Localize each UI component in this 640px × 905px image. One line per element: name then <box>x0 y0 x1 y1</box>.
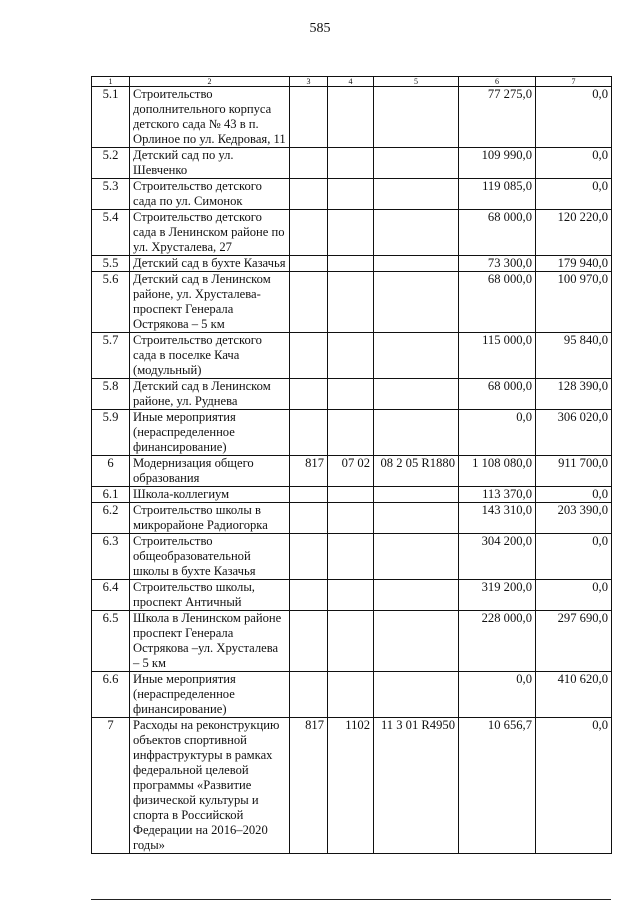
row-number: 6.6 <box>92 672 130 718</box>
row-col3 <box>290 179 328 210</box>
row-col3 <box>290 487 328 503</box>
row-col6: 304 200,0 <box>459 534 536 580</box>
row-col5 <box>374 410 459 456</box>
row-col3 <box>290 611 328 672</box>
row-col3 <box>290 379 328 410</box>
row-name: Строительство детского сада в Ленинском районе по ул. Хрусталева, 27 <box>130 210 290 256</box>
row-col5 <box>374 580 459 611</box>
row-name: Строительство детского сада в поселке Кача (модульный) <box>130 333 290 379</box>
page-bottom-rule <box>91 899 611 900</box>
row-number: 6.5 <box>92 611 130 672</box>
column-number: 4 <box>328 77 374 87</box>
row-col7: 297 690,0 <box>536 611 612 672</box>
row-col7: 0,0 <box>536 148 612 179</box>
row-col4 <box>328 672 374 718</box>
row-col7: 100 970,0 <box>536 272 612 333</box>
row-name: Иные мероприятия (нераспределенное финансирование) <box>130 672 290 718</box>
row-col3: 817 <box>290 456 328 487</box>
row-col6: 68 000,0 <box>459 379 536 410</box>
row-col7: 128 390,0 <box>536 379 612 410</box>
table-row <box>92 410 612 456</box>
row-name: Строительство общеобразовательной школы в бухте Казачья <box>130 534 290 580</box>
row-col5 <box>374 148 459 179</box>
row-col7: 179 940,0 <box>536 256 612 272</box>
row-col6: 1 108 080,0 <box>459 456 536 487</box>
table-row <box>92 534 612 580</box>
row-col6: 77 275,0 <box>459 87 536 148</box>
row-col4: 1102 <box>328 718 374 854</box>
row-number: 6.3 <box>92 534 130 580</box>
row-col7: 95 840,0 <box>536 333 612 379</box>
row-number: 5.5 <box>92 256 130 272</box>
row-name: Иные мероприятия (нераспределенное финансирование) <box>130 410 290 456</box>
table-row <box>92 333 612 379</box>
row-number: 5.3 <box>92 179 130 210</box>
row-col5 <box>374 487 459 503</box>
column-number: 6 <box>459 77 536 87</box>
row-col6: 109 990,0 <box>459 148 536 179</box>
row-col4 <box>328 272 374 333</box>
row-col4 <box>328 333 374 379</box>
row-col5 <box>374 272 459 333</box>
column-number: 7 <box>536 77 612 87</box>
row-col7: 0,0 <box>536 179 612 210</box>
row-name: Строительство школы, проспект Античный <box>130 580 290 611</box>
row-name: Строительство дополнительного корпуса детского сада № 43 в п. Орлиное по ул. Кедровая, 11 <box>130 87 290 148</box>
row-number: 5.6 <box>92 272 130 333</box>
table-row <box>92 148 612 179</box>
row-col4 <box>328 87 374 148</box>
column-number: 5 <box>374 77 459 87</box>
table-row <box>92 179 612 210</box>
row-col3 <box>290 503 328 534</box>
row-col4 <box>328 148 374 179</box>
table-row <box>92 672 612 718</box>
row-col4 <box>328 487 374 503</box>
row-col5 <box>374 379 459 410</box>
row-col6: 73 300,0 <box>459 256 536 272</box>
table-row <box>92 611 612 672</box>
row-number: 5.4 <box>92 210 130 256</box>
row-col6: 10 656,7 <box>459 718 536 854</box>
row-number: 5.1 <box>92 87 130 148</box>
row-name: Детский сад в Ленинском районе, ул. Руднева <box>130 379 290 410</box>
table-row <box>92 580 612 611</box>
row-name: Расходы на реконструкцию объектов спортивной инфраструктуры в рамках федеральной целевой программы «Развитие физической культуры и спорта в Российской Федерации на 2016–2020 годы» <box>130 718 290 854</box>
row-col7: 410 620,0 <box>536 672 612 718</box>
row-col5 <box>374 333 459 379</box>
row-col3 <box>290 272 328 333</box>
row-col7: 0,0 <box>536 718 612 854</box>
row-col6: 319 200,0 <box>459 580 536 611</box>
row-col6: 115 000,0 <box>459 333 536 379</box>
row-col4: 07 02 <box>328 456 374 487</box>
row-col7: 0,0 <box>536 487 612 503</box>
row-col4 <box>328 256 374 272</box>
budget-table <box>91 76 612 854</box>
row-col4 <box>328 534 374 580</box>
row-col4 <box>328 611 374 672</box>
row-col5 <box>374 256 459 272</box>
row-col4 <box>328 210 374 256</box>
row-number: 5.7 <box>92 333 130 379</box>
row-col5 <box>374 672 459 718</box>
table-row <box>92 272 612 333</box>
row-number: 5.8 <box>92 379 130 410</box>
column-number-row <box>92 77 612 87</box>
row-col5 <box>374 179 459 210</box>
row-col5 <box>374 503 459 534</box>
row-col3 <box>290 256 328 272</box>
row-name: Модернизация общего образования <box>130 456 290 487</box>
table-row <box>92 487 612 503</box>
row-col6: 119 085,0 <box>459 179 536 210</box>
row-col3 <box>290 148 328 179</box>
row-col6: 0,0 <box>459 672 536 718</box>
row-name: Детский сад в бухте Казачья <box>130 256 290 272</box>
row-col7: 0,0 <box>536 534 612 580</box>
row-col5 <box>374 534 459 580</box>
row-col6: 68 000,0 <box>459 210 536 256</box>
table-row <box>92 87 612 148</box>
row-col7: 911 700,0 <box>536 456 612 487</box>
row-col6: 228 000,0 <box>459 611 536 672</box>
row-number: 7 <box>92 718 130 854</box>
row-col3 <box>290 410 328 456</box>
row-name: Строительство школы в микрорайоне Радиогорка <box>130 503 290 534</box>
row-col5 <box>374 210 459 256</box>
table-row <box>92 256 612 272</box>
row-col3 <box>290 87 328 148</box>
row-col3 <box>290 580 328 611</box>
row-number: 6.1 <box>92 487 130 503</box>
page-number: 585 <box>309 21 331 36</box>
table-row <box>92 718 612 854</box>
row-number: 5.2 <box>92 148 130 179</box>
row-col3 <box>290 333 328 379</box>
row-col4 <box>328 503 374 534</box>
column-number: 3 <box>290 77 328 87</box>
row-col3 <box>290 672 328 718</box>
row-col3: 817 <box>290 718 328 854</box>
table-row <box>92 456 612 487</box>
table-row <box>92 503 612 534</box>
row-col3 <box>290 534 328 580</box>
row-name: Детский сад по ул. Шевченко <box>130 148 290 179</box>
row-col4 <box>328 580 374 611</box>
row-name: Детский сад в Ленинском районе, ул. Хрусталева-проспект Генерала Острякова – 5 км <box>130 272 290 333</box>
row-col7: 306 020,0 <box>536 410 612 456</box>
row-col5 <box>374 611 459 672</box>
row-col3 <box>290 210 328 256</box>
row-col4 <box>328 410 374 456</box>
row-name: Школа-коллегиум <box>130 487 290 503</box>
row-col5 <box>374 87 459 148</box>
row-number: 6.4 <box>92 580 130 611</box>
column-number: 2 <box>130 77 290 87</box>
row-number: 5.9 <box>92 410 130 456</box>
row-col6: 143 310,0 <box>459 503 536 534</box>
row-col7: 0,0 <box>536 87 612 148</box>
row-number: 6 <box>92 456 130 487</box>
row-col6: 68 000,0 <box>459 272 536 333</box>
row-col6: 113 370,0 <box>459 487 536 503</box>
row-col4 <box>328 379 374 410</box>
row-col7: 0,0 <box>536 580 612 611</box>
row-number: 6.2 <box>92 503 130 534</box>
row-col5: 08 2 05 R1880 <box>374 456 459 487</box>
row-col4 <box>328 179 374 210</box>
row-name: Строительство детского сада по ул. Симонок <box>130 179 290 210</box>
column-number: 1 <box>92 77 130 87</box>
row-col6: 0,0 <box>459 410 536 456</box>
table-row <box>92 379 612 410</box>
row-col7: 203 390,0 <box>536 503 612 534</box>
row-col7: 120 220,0 <box>536 210 612 256</box>
row-col5: 11 3 01 R4950 <box>374 718 459 854</box>
row-name: Школа в Ленинском районе проспект Генерала Острякова –ул. Хрусталева – 5 км <box>130 611 290 672</box>
table-row <box>92 210 612 256</box>
